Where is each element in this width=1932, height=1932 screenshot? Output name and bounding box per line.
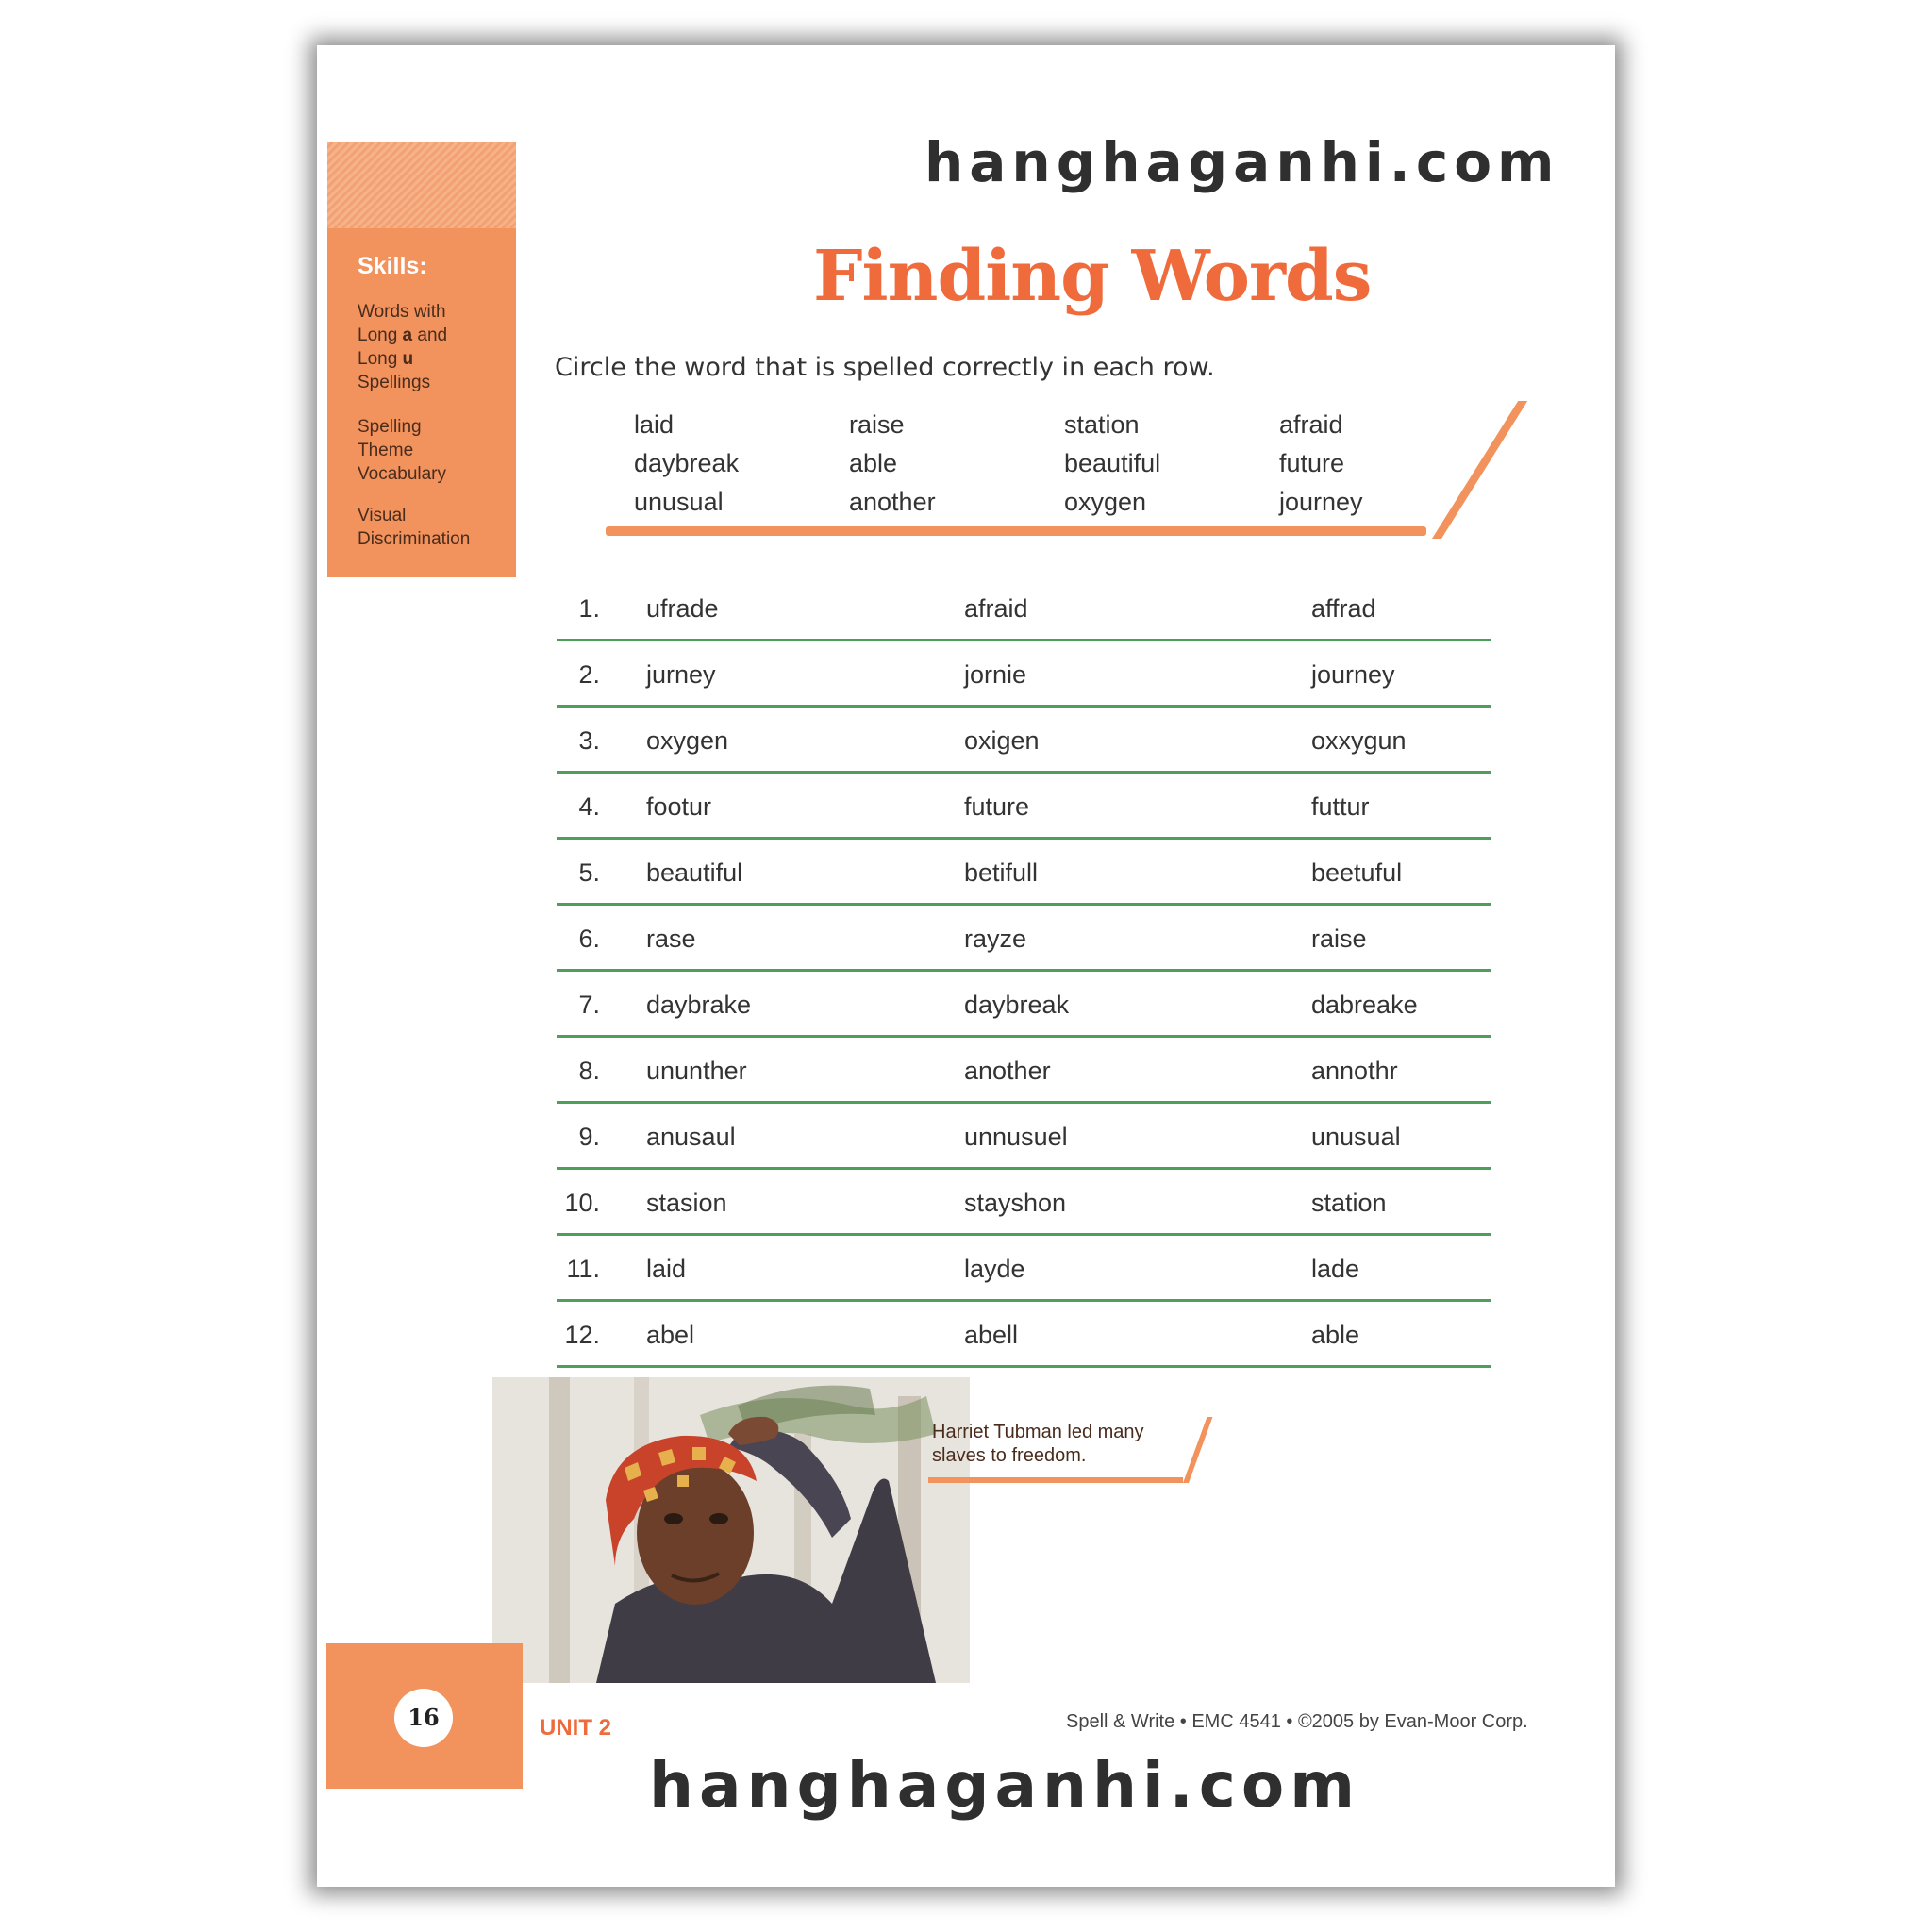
skill-letter: u [402,349,414,369]
word-choice[interactable]: anusaul [646,1123,736,1151]
answer-row [557,708,1491,774]
word-choice[interactable]: jornie [964,660,1027,689]
word-bank-word: unusual [634,488,724,516]
answer-rows [557,575,1491,1368]
word-choice[interactable]: jurney [646,660,716,689]
word-choice[interactable]: raise [1311,924,1367,953]
row-number: 2. [578,660,600,689]
unit-label: UNIT 2 [540,1715,612,1740]
skill-text: Spelling [358,417,422,437]
word-choice[interactable]: daybrake [646,991,752,1019]
word-bank-word: laid [634,410,675,439]
skill-text: Spellings [358,373,431,392]
word-choice[interactable]: ufrade [646,594,719,623]
word-choice[interactable]: futtur [1311,792,1370,821]
word-choice[interactable]: dabreake [1311,991,1418,1019]
answer-row [557,641,1491,708]
word-choice[interactable]: station [1311,1189,1387,1217]
word-choice[interactable]: able [1311,1321,1360,1349]
skill-text: Vocabulary [358,464,447,484]
row-number: 4. [578,792,600,821]
word-bank-column [1064,406,1272,522]
caption-underline [928,1477,1183,1483]
instructions: Circle the word that is spelled correctly in each row. [555,353,1215,382]
answer-row [557,1170,1491,1236]
row-number: 8. [578,1057,600,1085]
word-choice[interactable]: beetuful [1311,858,1403,887]
word-choice[interactable]: daybreak [964,991,1070,1019]
row-number: 6. [578,924,600,953]
answer-row [557,774,1491,840]
portrait-drawing [492,1377,970,1683]
skill-text: Long [358,325,403,345]
row-number: 10. [564,1189,600,1217]
skill-text: Words with [358,302,446,322]
word-choice[interactable]: layde [964,1255,1025,1283]
answer-row [557,1038,1491,1104]
skill-letter: a [402,325,413,345]
word-choice[interactable]: ununther [646,1057,747,1085]
word-choice[interactable]: journey [1311,660,1395,689]
answer-row [557,1104,1491,1170]
row-number: 12. [564,1321,600,1349]
caption-line-2: slaves to freedom. [932,1445,1087,1466]
skill-text: and [412,325,448,345]
word-choice[interactable]: footur [646,792,712,821]
word-choice[interactable]: abell [964,1321,1019,1349]
skill-item-theme-vocabulary [358,415,512,486]
word-choice[interactable]: stasion [646,1189,727,1217]
skill-text: Visual [358,506,407,525]
row-number: 5. [578,858,600,887]
watermark-bottom: hanghaganhi.com [649,1749,1360,1822]
page-title: Finding Words [813,236,1372,317]
word-choice[interactable]: lade [1311,1255,1360,1283]
word-choice[interactable]: abel [646,1321,695,1349]
word-bank-word: journey [1279,488,1363,516]
word-choice[interactable]: laid [646,1255,687,1283]
word-choice[interactable]: unusual [1311,1123,1401,1151]
word-choice[interactable]: annothr [1311,1057,1398,1085]
word-choice[interactable]: oxigen [964,726,1040,755]
word-bank-column [634,406,841,522]
answer-row [557,1302,1491,1368]
word-bank-word: another [849,488,936,516]
word-bank-word: able [849,449,898,477]
answer-row [557,840,1491,906]
answer-row [557,972,1491,1038]
row-number: 11. [566,1255,600,1283]
skills-sidebar [327,142,516,577]
word-choice[interactable]: stayshon [964,1189,1067,1217]
word-choice[interactable]: oxxygun [1311,726,1407,755]
skill-item-long-vowels [358,300,512,394]
row-number: 3. [578,726,600,755]
word-bank-word: future [1279,449,1345,477]
word-choice[interactable]: rase [646,924,696,953]
skill-text: Theme [358,441,414,460]
row-number: 1. [578,594,600,623]
word-bank-underline [606,526,1426,536]
word-choice[interactable]: oxygen [646,726,729,755]
skill-text: Long [358,349,403,369]
word-bank-word: station [1064,410,1140,439]
caption-line-1: Harriet Tubman led many [932,1422,1144,1442]
footer-page-box [326,1643,523,1789]
word-choice[interactable]: another [964,1057,1051,1085]
word-choice[interactable]: unnusuel [964,1123,1068,1151]
word-choice[interactable]: affrad [1311,594,1376,623]
word-bank-word: oxygen [1064,488,1147,516]
row-number: 7. [578,991,600,1019]
illustration-caption [932,1421,1144,1468]
skills-title: Skills: [358,253,427,279]
answer-row [557,1236,1491,1302]
word-choice[interactable]: beautiful [646,858,743,887]
word-choice[interactable]: betifull [964,858,1039,887]
word-bank-word: raise [849,410,905,439]
word-bank-word: beautiful [1064,449,1161,477]
page-number: 16 [394,1689,453,1747]
watermark-top: hanghaganhi.com [924,130,1560,194]
skill-item-visual-discrimination [358,504,512,551]
word-bank [604,406,1481,547]
harriet-tubman-illustration [492,1377,970,1683]
word-choice[interactable]: afraid [964,594,1028,623]
sidebar-texture [327,142,516,228]
skill-text: Discrimination [358,529,471,549]
answer-row [557,575,1491,641]
row-number: 9. [578,1123,600,1151]
answer-row [557,906,1491,972]
word-choice[interactable]: rayze [964,924,1027,953]
word-bank-word: afraid [1279,410,1343,439]
word-choice[interactable]: future [964,792,1030,821]
word-bank-word: daybreak [634,449,740,477]
copyright-credit: Spell & Write • EMC 4541 • ©2005 by Evan-Moor Corp. [1066,1711,1528,1732]
word-bank-column [849,406,1057,522]
